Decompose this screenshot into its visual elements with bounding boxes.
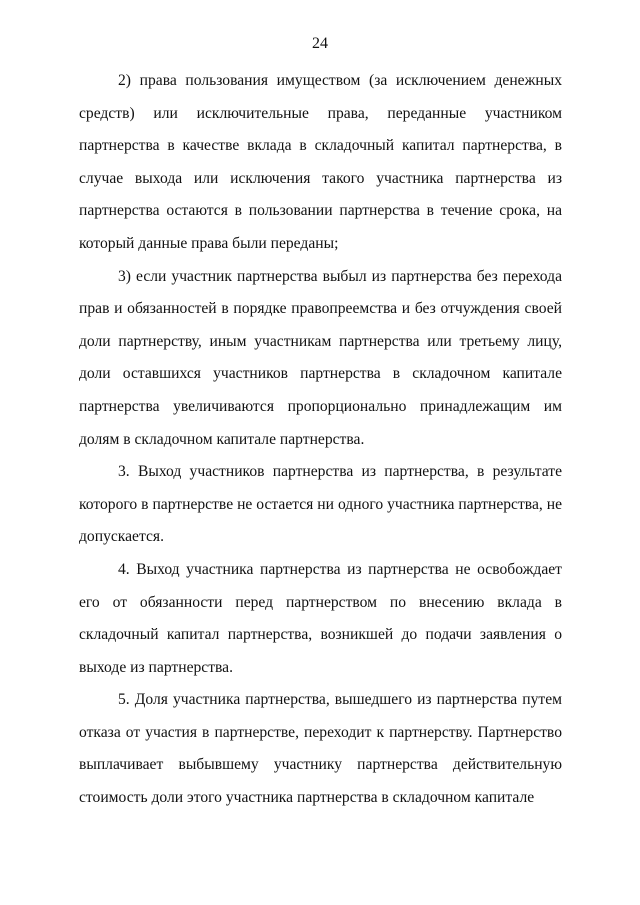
page-number: 24 <box>312 35 328 52</box>
paragraph-clause-5-share-transfer: 5. Доля участника партнерства, вышедшего из партнерства путем отказа от участия в партнерстве, переходит к партнерству. Партнерство выплачивает выбывшему участнику партнерства действительную стоимость доли этого участника партнерства в складочном капитале <box>79 691 562 807</box>
paragraph-item-3-share-redistribution: 3) если участник партнерства выбыл из партнерства без перехода прав и обязанностей в порядке правопреемства и без отчуждения своей доли партнерству, иным участникам партнерства или третьему лицу, доли оставшихся участников партнерства в складочном капитале партнерства увеличиваются пропорционально принадлежащим им долям в складочном капитале партнерства. <box>79 267 562 448</box>
paragraph-clause-4-contribution-obligation: 4. Выход участника партнерства из партнерства не освобождает его от обязанности перед партнерством по внесению вклада в складочный капитал партнерства, возникшей до подачи заявления о выходе из партнерства. <box>79 560 562 676</box>
paragraph-clause-3-exit-restriction: 3. Выход участников партнерства из партнерства, в результате которого в партнерстве не остается ни одного участника партнерства, не допускается. <box>79 463 562 546</box>
document-body <box>79 65 562 815</box>
paragraph-item-2-usage-rights: 2) права пользования имуществом (за исключением денежных средств) или исключительные права, переданные участником партнерства в качестве вклада в складочный капитал партнерства, в случае выхода или исключения такого участника партнерства из партнерства остаются в пользовании партнерства в течение срока, на который данные права были переданы; <box>79 72 562 252</box>
